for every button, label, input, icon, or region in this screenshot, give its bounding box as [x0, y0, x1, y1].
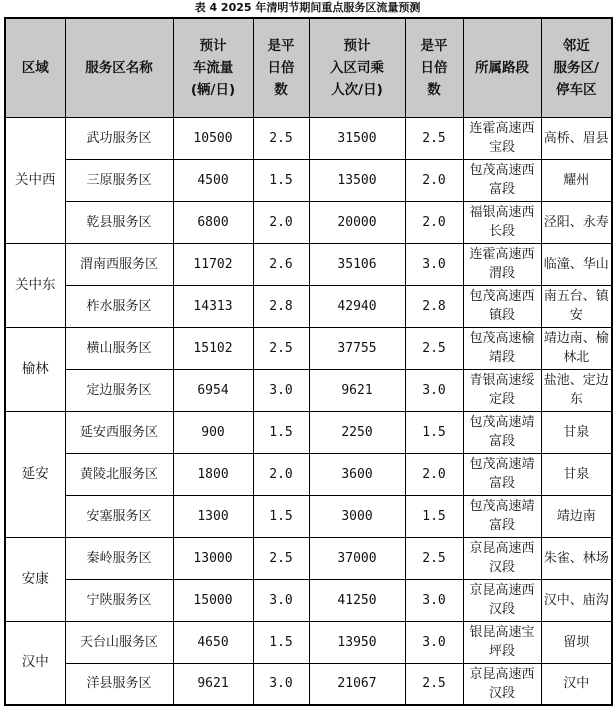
service-area-name-cell: 秦岭服务区	[65, 537, 173, 579]
region-cell	[5, 327, 65, 411]
region-cell	[5, 411, 65, 537]
header-line: 预计	[343, 37, 371, 54]
passengers-cell: 31500	[309, 117, 405, 159]
traffic-ratio-cell: 2.0	[253, 453, 309, 495]
road-section-cell: 福银高速西长段	[463, 201, 541, 243]
header-nearby-areas	[541, 18, 612, 117]
service-area-name-cell: 定边服务区	[65, 369, 173, 411]
region-name: 榆林	[21, 360, 49, 377]
traffic-ratio-cell: 1.5	[253, 495, 309, 537]
service-area-name-cell: 横山服务区	[65, 327, 173, 369]
header-line: 是平	[420, 37, 448, 54]
region-cell	[5, 621, 65, 705]
passengers-cell: 35106	[309, 243, 405, 285]
table-caption: 表 4 2025 年清明节期间重点服务区流量预测	[194, 1, 421, 14]
service-area-name-cell: 延安西服务区	[65, 411, 173, 453]
table-row	[5, 369, 612, 411]
traffic-ratio-cell: 1.5	[253, 621, 309, 663]
traffic-cell: 14313	[173, 285, 253, 327]
passenger-ratio-cell: 3.0	[405, 243, 463, 285]
table-row	[5, 453, 612, 495]
table-row	[5, 117, 612, 159]
passengers-cell: 37755	[309, 327, 405, 369]
road-section-cell: 包茂高速靖富段	[463, 453, 541, 495]
passenger-ratio-cell: 2.0	[405, 201, 463, 243]
traffic-ratio-cell: 3.0	[253, 369, 309, 411]
header-line: 区域	[21, 59, 49, 76]
traffic-cell: 13000	[173, 537, 253, 579]
passenger-ratio-cell: 3.0	[405, 621, 463, 663]
header-expected-passengers	[309, 18, 405, 117]
header-line: (辆/日)	[190, 81, 236, 98]
traffic-cell: 15102	[173, 327, 253, 369]
traffic-ratio-cell: 2.6	[253, 243, 309, 285]
service-area-name-cell: 宁陕服务区	[65, 579, 173, 621]
road-section-cell: 银昆高速宝坪段	[463, 621, 541, 663]
service-area-name-cell: 安塞服务区	[65, 495, 173, 537]
passengers-cell: 13500	[309, 159, 405, 201]
traffic-cell: 11702	[173, 243, 253, 285]
table-row	[5, 411, 612, 453]
road-section-cell: 连霍高速西宝段	[463, 117, 541, 159]
traffic-ratio-cell: 2.5	[253, 537, 309, 579]
passengers-cell: 3000	[309, 495, 405, 537]
road-section-cell: 连霍高速西渭段	[463, 243, 541, 285]
traffic-ratio-cell: 2.8	[253, 285, 309, 327]
road-section-cell: 京昆高速西汉段	[463, 579, 541, 621]
nearby-areas-cell: 泾阳、永寿	[541, 201, 612, 243]
table-header	[5, 18, 612, 117]
region-name: 安康	[21, 570, 49, 587]
road-section-cell: 京昆高速西汉段	[463, 537, 541, 579]
passenger-ratio-cell: 3.0	[405, 369, 463, 411]
region-name: 关中东	[15, 276, 56, 293]
header-line: 是平	[267, 37, 295, 54]
header-line: 邻近	[562, 37, 590, 54]
traffic-ratio-cell: 1.5	[253, 411, 309, 453]
table-row	[5, 159, 612, 201]
nearby-areas-cell: 靖边南	[541, 495, 612, 537]
header-expected-traffic	[173, 18, 253, 117]
header-line: 预计	[199, 37, 227, 54]
table-row	[5, 537, 612, 579]
header-line: 服务区/	[553, 59, 599, 76]
passenger-ratio-cell: 2.8	[405, 285, 463, 327]
table-row	[5, 621, 612, 663]
table-row	[5, 285, 612, 327]
nearby-areas-cell: 耀州	[541, 159, 612, 201]
passengers-cell: 21067	[309, 663, 405, 705]
passenger-ratio-cell: 1.5	[405, 495, 463, 537]
road-section-cell: 包茂高速西镇段	[463, 285, 541, 327]
region-cell	[5, 537, 65, 621]
header-service-area-name	[65, 18, 173, 117]
region-cell	[5, 117, 65, 243]
passenger-ratio-cell: 2.5	[405, 537, 463, 579]
nearby-areas-cell: 汉中、庙沟	[541, 579, 612, 621]
header-road-section	[463, 18, 541, 117]
passengers-cell: 42940	[309, 285, 405, 327]
table-row	[5, 579, 612, 621]
header-passenger-ratio	[405, 18, 463, 117]
traffic-ratio-cell: 2.5	[253, 117, 309, 159]
traffic-ratio-cell: 3.0	[253, 579, 309, 621]
header-line: 服务区名称	[85, 59, 153, 76]
traffic-cell: 9621	[173, 663, 253, 705]
passenger-ratio-cell: 1.5	[405, 411, 463, 453]
passengers-cell: 20000	[309, 201, 405, 243]
nearby-areas-cell: 高桥、眉县	[541, 117, 612, 159]
table-body	[5, 117, 612, 705]
passengers-cell: 37000	[309, 537, 405, 579]
passenger-ratio-cell: 2.5	[405, 663, 463, 705]
region-name: 延安	[21, 465, 49, 482]
traffic-cell: 15000	[173, 579, 253, 621]
nearby-areas-cell: 朱雀、林场	[541, 537, 612, 579]
header-line: 所属路段	[475, 59, 529, 76]
header-region	[5, 18, 65, 117]
header-line: 数	[274, 81, 288, 98]
traffic-cell: 1300	[173, 495, 253, 537]
road-section-cell: 包茂高速靖富段	[463, 495, 541, 537]
nearby-areas-cell: 甘泉	[541, 453, 612, 495]
table-row	[5, 663, 612, 705]
nearby-areas-cell: 南五台、镇安	[541, 285, 612, 327]
traffic-cell: 4650	[173, 621, 253, 663]
service-area-name-cell: 乾县服务区	[65, 201, 173, 243]
service-area-forecast-table	[4, 17, 613, 706]
nearby-areas-cell: 临潼、华山	[541, 243, 612, 285]
service-area-name-cell: 黄陵北服务区	[65, 453, 173, 495]
nearby-areas-cell: 盐池、定边东	[541, 369, 612, 411]
nearby-areas-cell: 甘泉	[541, 411, 612, 453]
passengers-cell: 2250	[309, 411, 405, 453]
nearby-areas-cell: 汉中	[541, 663, 612, 705]
traffic-cell: 900	[173, 411, 253, 453]
traffic-ratio-cell: 2.0	[253, 201, 309, 243]
passenger-ratio-cell: 3.0	[405, 579, 463, 621]
traffic-ratio-cell: 2.5	[253, 327, 309, 369]
passenger-ratio-cell: 2.0	[405, 453, 463, 495]
header-line: 入区司乘	[330, 59, 384, 76]
service-area-name-cell: 洋县服务区	[65, 663, 173, 705]
road-section-cell: 包茂高速西富段	[463, 159, 541, 201]
passengers-cell: 41250	[309, 579, 405, 621]
service-area-name-cell: 三原服务区	[65, 159, 173, 201]
passenger-ratio-cell: 2.5	[405, 327, 463, 369]
traffic-cell: 10500	[173, 117, 253, 159]
header-traffic-ratio	[253, 18, 309, 117]
nearby-areas-cell: 留坝	[541, 621, 612, 663]
region-name: 关中西	[15, 171, 56, 188]
road-section-cell: 包茂高速榆靖段	[463, 327, 541, 369]
passengers-cell: 9621	[309, 369, 405, 411]
road-section-cell: 包茂高速靖富段	[463, 411, 541, 453]
header-line: 停车区	[556, 81, 597, 98]
table-row	[5, 201, 612, 243]
traffic-cell: 4500	[173, 159, 253, 201]
table-row	[5, 495, 612, 537]
header-line: 日倍	[267, 59, 295, 76]
passengers-cell: 3600	[309, 453, 405, 495]
traffic-cell: 6800	[173, 201, 253, 243]
service-area-name-cell: 天台山服务区	[65, 621, 173, 663]
passengers-cell: 13950	[309, 621, 405, 663]
traffic-cell: 1800	[173, 453, 253, 495]
header-row	[5, 18, 612, 117]
header-line: 人次/日)	[331, 81, 383, 98]
header-line: 车流量	[192, 59, 234, 76]
passenger-ratio-cell: 2.0	[405, 159, 463, 201]
traffic-ratio-cell: 1.5	[253, 159, 309, 201]
road-section-cell: 京昆高速西汉段	[463, 663, 541, 705]
road-section-cell: 青银高速绥定段	[463, 369, 541, 411]
service-area-name-cell: 渭南西服务区	[65, 243, 173, 285]
table-row	[5, 243, 612, 285]
nearby-areas-cell: 靖边南、榆林北	[541, 327, 612, 369]
service-area-name-cell: 柞水服务区	[65, 285, 173, 327]
service-area-name-cell: 武功服务区	[65, 117, 173, 159]
header-line: 数	[427, 81, 441, 98]
passenger-ratio-cell: 2.5	[405, 117, 463, 159]
traffic-cell: 6954	[173, 369, 253, 411]
header-line: 日倍	[420, 59, 448, 76]
region-cell	[5, 243, 65, 327]
table-row	[5, 327, 612, 369]
traffic-ratio-cell: 3.0	[253, 663, 309, 705]
region-name: 汉中	[21, 654, 49, 671]
